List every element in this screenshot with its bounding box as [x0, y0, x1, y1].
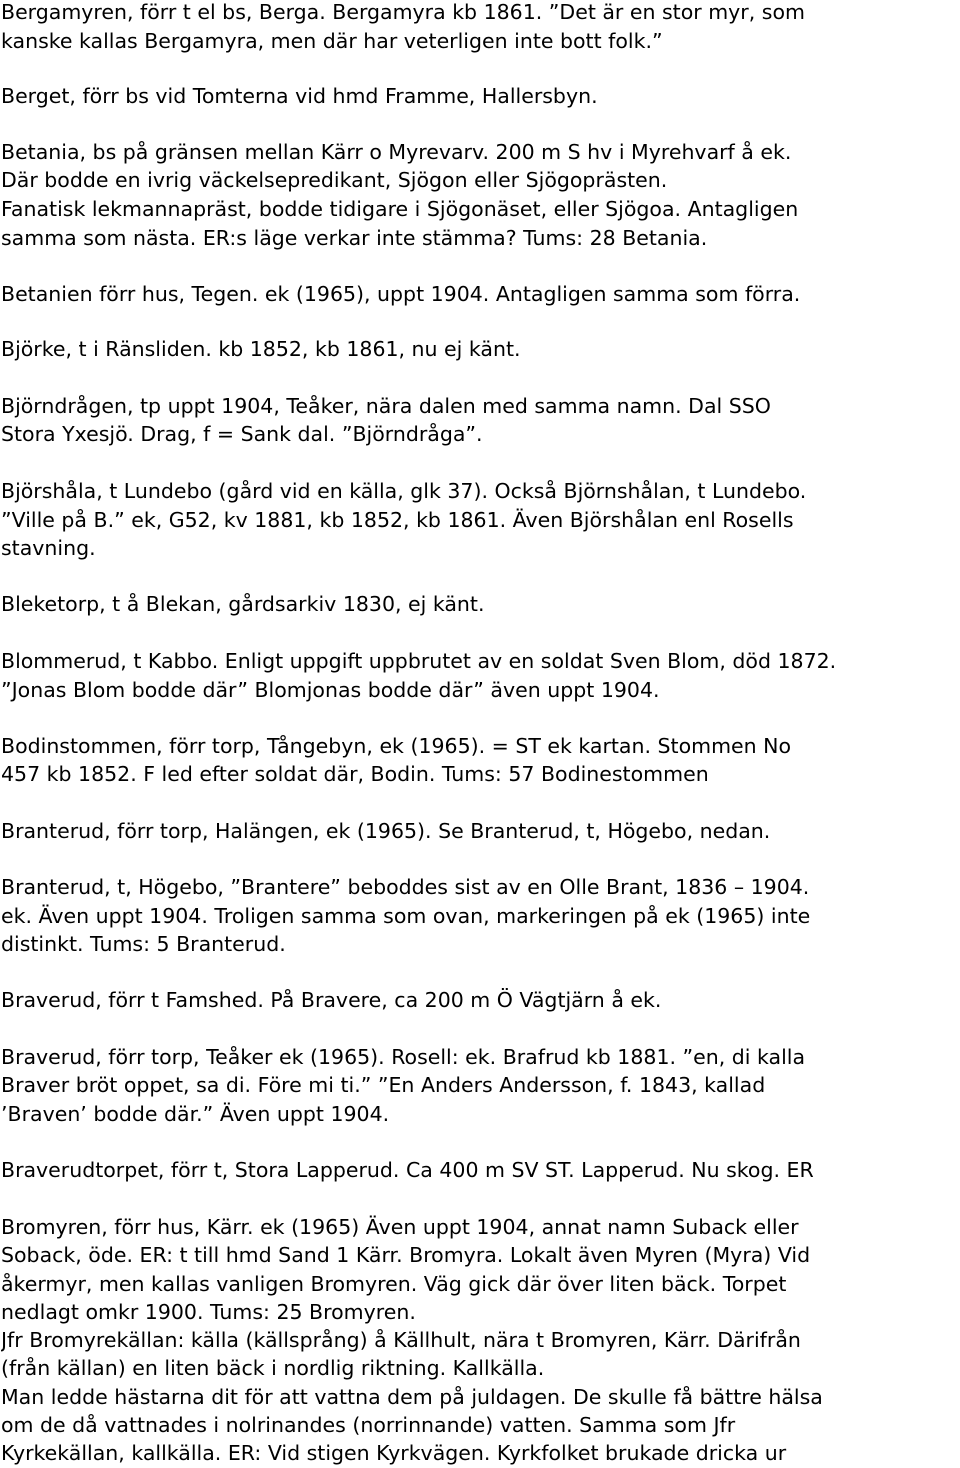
text-line: kanske kallas Bergamyra, men där har veterligen inte bott folk.”: [1, 29, 663, 53]
text-line: Björke, t i Ränsliden. kb 1852, kb 1861, nu ej känt.: [1, 337, 521, 361]
text-line: Blommerud, t Kabbo. Enligt uppgift uppbrutet av en soldat Sven Blom, död 1872.: [1, 649, 837, 673]
text-line: Soback, öde. ER: t till hmd Sand 1 Kärr. Bromyra. Lokalt även Myren (Myra) Vid: [1, 1243, 811, 1267]
text-line: distinkt. Tums: 5 Branterud.: [1, 932, 286, 956]
text-line: Bodinstommen, förr torp, Tångebyn, ek (1965). = ST ek kartan. Stommen No: [1, 734, 792, 758]
text-line: Branterud, t, Högebo, ”Brantere” beboddes sist av en Olle Brant, 1836 – 1904.: [1, 875, 810, 899]
text-line: Där bodde en ivrig väckelsepredikant, Sjögon eller Sjögoprästen.: [1, 168, 668, 192]
text-line: Braverud, förr t Famshed. På Bravere, ca 200 m Ö Vägtjärn å ek.: [1, 988, 662, 1012]
text-line: Berget, förr bs vid Tomterna vid hmd Framme, Hallersbyn.: [1, 84, 598, 108]
text-line: Braverudtorpet, förr t, Stora Lapperud. Ca 400 m SV ST. Lapperud. Nu skog. ER: [1, 1158, 814, 1182]
text-line: om de då vattnades i nolrinandes (norrinnande) vatten. Samma som Jfr: [1, 1413, 736, 1437]
text-line: Braver bröt oppet, sa di. Före mi ti.” ”En Anders Andersson, f. 1843, kallad: [1, 1073, 766, 1097]
text-line: Branterud, förr torp, Halängen, ek (1965). Se Branterud, t, Högebo, nedan.: [1, 819, 771, 843]
text-line: Betanien förr hus, Tegen. ek (1965), uppt 1904. Antagligen samma som förra.: [1, 282, 801, 306]
text-line: ’Braven’ bodde där.” Även uppt 1904.: [1, 1102, 390, 1126]
text-line: åkermyr, men kallas vanligen Bromyren. Väg gick där över liten bäck. Torpet: [1, 1272, 787, 1296]
text-line: Man ledde hästarna dit för att vattna dem på juldagen. De skulle få bättre hälsa: [1, 1385, 823, 1409]
text-line: ”Ville på B.” ek, G52, kv 1881, kb 1852, kb 1861. Även Björshålan enl Rosells: [1, 508, 794, 532]
text-line: stavning.: [1, 536, 96, 560]
text-line: Braverud, förr torp, Teåker ek (1965). Rosell: ek. Brafrud kb 1881. ”en, di kalla: [1, 1045, 806, 1069]
text-line: Bergamyren, förr t el bs, Berga. Bergamyra kb 1861. ”Det är en stor myr, som: [1, 0, 805, 24]
text-line: ”Jonas Blom bodde där” Blomjonas bodde där” även uppt 1904.: [1, 678, 660, 702]
text-line: Betania, bs på gränsen mellan Kärr o Myrevarv. 200 m S hv i Myrehvarf å ek.: [1, 140, 792, 164]
text-line: (från källan) en liten bäck i nordlig riktning. Kallkälla.: [1, 1356, 545, 1380]
text-line: samma som nästa. ER:s läge verkar inte stämma? Tums: 28 Betania.: [1, 226, 708, 250]
text-line: 457 kb 1852. F led efter soldat där, Bodin. Tums: 57 Bodinestommen: [1, 762, 709, 786]
text-line: Stora Yxesjö. Drag, f = Sank dal. ”Björndråga”.: [1, 422, 483, 446]
text-line: Fanatisk lekmannapräst, bodde tidigare i Sjögonäset, eller Sjögoa. Antagligen: [1, 197, 799, 221]
text-line: Bleketorp, t å Blekan, gårdsarkiv 1830, ej känt.: [1, 592, 485, 616]
text-line: Kyrkekällan, kallkälla. ER: Vid stigen Kyrkvägen. Kyrkfolket brukade dricka ur: [1, 1441, 787, 1465]
text-line: Jfr Bromyrekällan: källa (källsprång) å Källhult, nära t Bromyren, Kärr. Därifrån: [1, 1328, 801, 1352]
text-line: Bromyren, förr hus, Kärr. ek (1965) Även uppt 1904, annat namn Suback eller: [1, 1215, 799, 1239]
text-line: Björndrågen, tp uppt 1904, Teåker, nära dalen med samma namn. Dal SSO: [1, 394, 771, 418]
text-line: nedlagt omkr 1900. Tums: 25 Bromyren.: [1, 1300, 416, 1324]
text-line: Björshåla, t Lundebo (gård vid en källa, glk 37). Också Björnshålan, t Lundebo.: [1, 479, 807, 503]
text-line: ek. Även uppt 1904. Troligen samma som ovan, markeringen på ek (1965) inte: [1, 904, 811, 928]
